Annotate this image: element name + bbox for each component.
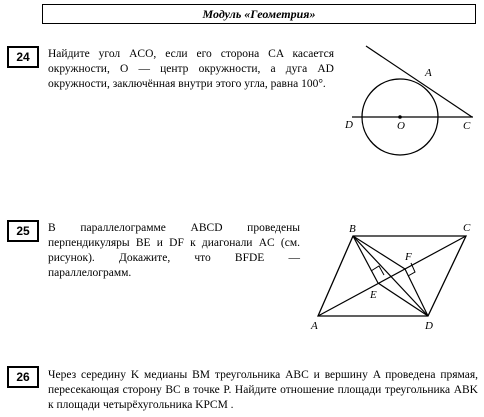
label-d: D (425, 320, 433, 332)
label-b: B (349, 223, 356, 235)
diagonal-ac (318, 236, 466, 316)
figure-parallelogram (310, 222, 471, 332)
label-c: C (463, 120, 471, 132)
right-angle-f (408, 263, 415, 276)
problem-26-text: Через середину K медианы BM треугольника ABC и вершину A проведена прямая, пересекающая сторону BC в точке P. Найдите отношение площади треугольника ABK к площади четырёхугольника KPCM . (48, 369, 478, 411)
problem-24-text: Найдите угол ACO, если его сторона CA касается окружности, O — центр окружности, а дуга AD окружности, заключённая внутри этого угла, равна 100°. (48, 48, 334, 90)
problem-26-number: 26 (7, 366, 39, 388)
label-c: C (463, 222, 471, 234)
problem-25-number: 25 (7, 220, 39, 242)
label-d: D (345, 119, 353, 131)
problem-25-text: В параллелограмме ABCD проведены перпендикуляры BE и DF к диагонали AC (см. рисунок). Докажите, что BFDE — параллелограмм. (48, 222, 300, 279)
figure-circle-tangent (344, 46, 473, 155)
label-f: F (405, 251, 412, 263)
label-o: O (397, 120, 405, 132)
diagonal-bd (353, 236, 428, 316)
label-e: E (370, 289, 377, 301)
label-a: A (425, 67, 432, 79)
center-point (398, 115, 402, 119)
module-header: Модуль «Геометрия» (42, 4, 476, 24)
tangent-line (366, 46, 472, 117)
problem-24-number: 24 (7, 46, 39, 68)
label-a: A (311, 320, 318, 332)
